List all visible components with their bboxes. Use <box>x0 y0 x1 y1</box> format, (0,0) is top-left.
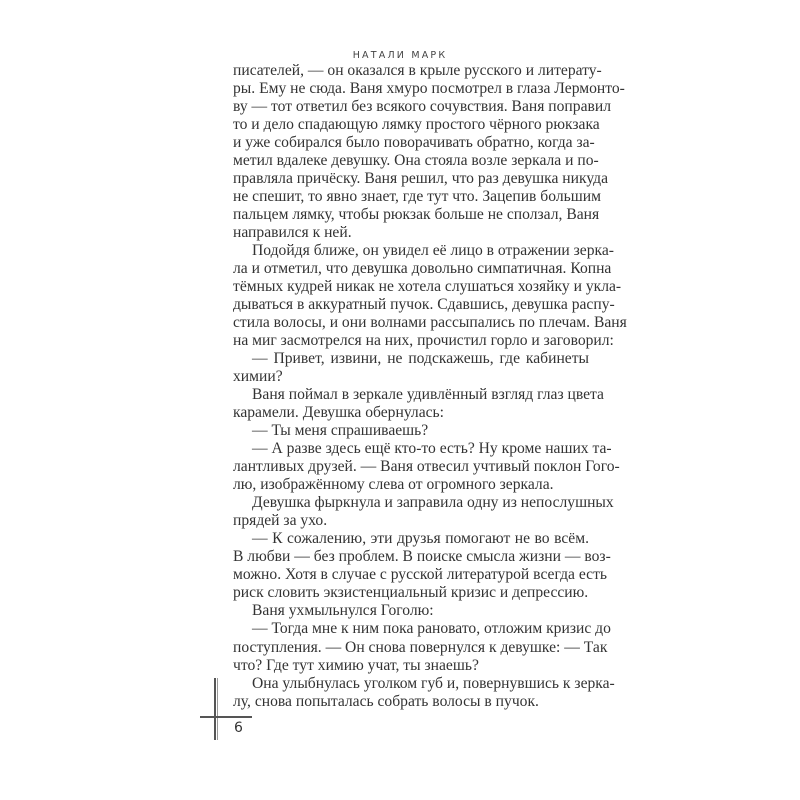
text-line: поступления. — Он снова повернулся к девушке: — Так <box>233 638 608 656</box>
text-line: и уже собирался было поворачивать обратно, когда за- <box>233 134 595 152</box>
text-line: правляла причёску. Ваня решил, что раз девушка никуда <box>233 170 609 188</box>
text-line: ры. Ему не сюда. Ваня хмуро посмотрел в глаза Лермонто- <box>233 80 625 98</box>
text-line: не спешит, то явно знает, где тут что. Зацепив большим <box>233 188 601 206</box>
crop-mark-vertical-shadow <box>217 678 218 740</box>
text-line: лантливых друзей. — Ваня отвесил учтивый поклон Гого- <box>233 458 620 476</box>
text-line: можно. Хотя в случае с русской литературой всегда есть <box>233 566 608 584</box>
text-line: — А разве здесь ещё кто-то есть? Ну кроме наших та- <box>252 440 612 458</box>
text-line: ла и отметил, что девушка довольно симпатичная. Копна <box>233 260 612 278</box>
text-line: лу, снова попыталась собрать волосы в пучок. <box>233 692 539 710</box>
text-line: лю, изображённому слева от огромного зеркала. <box>233 476 554 494</box>
text-line: прядей за ухо. <box>233 512 328 530</box>
running-header: НАТАЛИ МАРК <box>352 50 448 61</box>
text-line: то и дело спадающую лямку простого чёрного рюкзака <box>233 116 600 134</box>
text-line: на миг засмотрелся на них, прочистил горло и заговорил: <box>233 332 614 350</box>
text-line: — Привет, извини, не подскажешь, где кабинеты <box>252 350 589 368</box>
text-line: — Тогда мне к ним пока рановато, отложим кризис до <box>252 620 611 638</box>
text-line: В любви — без проблем. В поиске смысла жизни — воз- <box>233 548 611 566</box>
text-line: писателей, — он оказался в крыле русского и литерату- <box>233 62 602 79</box>
text-line: химии? <box>233 368 283 386</box>
text-line: Ваня ухмыльнулся Гоголю: <box>252 602 434 620</box>
text-line: — К сожалению, эти друзья помогают не во всём. <box>252 530 589 548</box>
text-line: ву — тот ответил без всякого сочувствия. Ваня поправил <box>233 98 611 116</box>
text-line: дываться в аккуратный пучок. Сдавшись, девушка распу- <box>233 296 615 314</box>
text-line: — Ты меня спрашиваешь? <box>252 422 429 440</box>
crop-mark-vertical <box>214 678 216 740</box>
body-text <box>233 62 627 711</box>
text-line: Подойдя ближе, он увидел её лицо в отражении зерка- <box>252 242 614 260</box>
page-number: 6 <box>234 720 243 736</box>
text-line: что? Где тут химию учат, ты знаешь? <box>233 656 479 674</box>
text-line: Она улыбнулась уголком губ и, повернувшись к зерка- <box>252 674 615 692</box>
text-line: тёмных кудрей никак не хотела слушаться хозяйку и укла- <box>233 278 622 296</box>
crop-mark-horizontal <box>200 716 252 718</box>
text-line: Ваня поймал в зеркале удивлённый взгляд глаз цвета <box>252 386 604 404</box>
text-line: пальцем лямку, чтобы рюкзак больше не сползал, Ваня <box>233 206 600 224</box>
text-line: направился к ней. <box>233 224 352 242</box>
text-line: Девушка фыркнула и заправила одну из непослушных <box>252 494 614 512</box>
text-line: стила волосы, и они волнами рассыпались по плечам. Ваня <box>233 314 627 332</box>
text-line: метил вдалеке девушку. Она стояла возле зеркала и по- <box>233 152 599 170</box>
text-line: карамели. Девушка обернулась: <box>233 404 445 422</box>
text-line: риск словить экзистенциальный кризис и депрессию. <box>233 584 589 602</box>
